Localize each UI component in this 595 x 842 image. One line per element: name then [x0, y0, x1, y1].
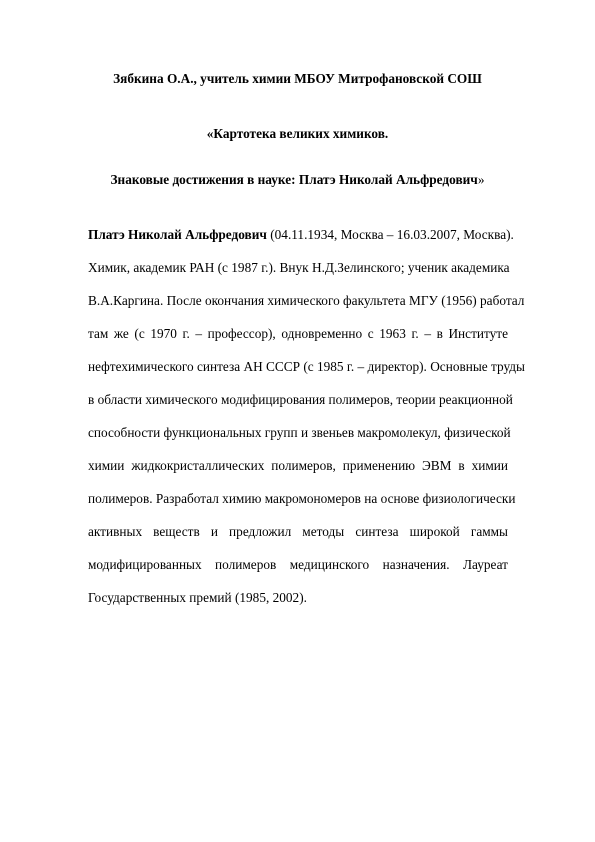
paragraph-line: В.А.Каргина. После окончания химического факультета МГУ (1956) работал: [88, 293, 525, 308]
title-line-2-closing-quote: »: [477, 172, 485, 187]
paragraph-line: в области химического модифицирования полимеров, теории реакционной: [88, 392, 513, 407]
life-dates: (04.11.1934, Москва – 16.03.2007, Москва).: [266, 227, 514, 242]
paragraph-line: Химик, академик РАН (с 1987 г.). Внук Н.Д.Зелинского; ученик академика: [88, 260, 510, 275]
title-line-2: [0, 172, 595, 188]
author-line: [0, 71, 595, 87]
paragraph-line: полимеров. Разработал химию макромономеров на основе физиологически: [88, 491, 516, 506]
paragraph-line: Государственных премий (1985, 2002).: [88, 590, 307, 605]
scientist-name: Платэ Николай Альфредович: [88, 227, 267, 242]
paragraph-line: химии жидкокристаллических полимеров, применению ЭВМ в химии: [88, 458, 508, 473]
paragraph-line: нефтехимического синтеза АН СССР (с 1985 г. – директор). Основные труды: [88, 359, 525, 374]
paragraph-line: активных веществ и предложил методы синтеза широкой гаммы: [88, 524, 508, 539]
biography-paragraph: [88, 218, 525, 614]
title-line-2-text: Знаковые достижения в науке: Платэ Николай Альфредович: [110, 172, 478, 187]
title-line-1: [0, 126, 595, 142]
author-text: Зябкина О.А., учитель химии МБОУ Митрофановской СОШ: [113, 71, 482, 86]
paragraph-line: там же (с 1970 г. – профессор), одновременно с 1963 г. – в Институте: [88, 326, 508, 341]
paragraph-line: [88, 218, 514, 251]
title-line-1-text: «Картотека великих химиков.: [206, 126, 389, 141]
paragraph-line: способности функциональных групп и звеньев макромолекул, физической: [88, 425, 511, 440]
paragraph-line: модифицированных полимеров медицинского назначения. Лауреат: [88, 557, 508, 572]
